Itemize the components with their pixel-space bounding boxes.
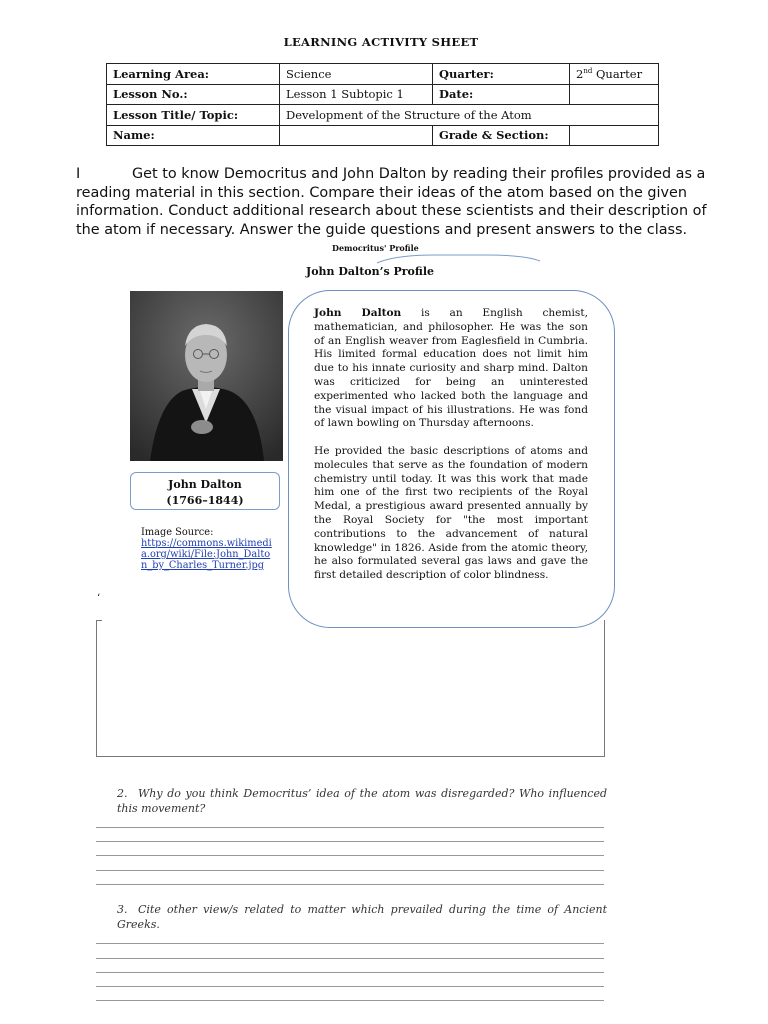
dalton-nameplate	[130, 472, 280, 510]
john-dalton-portrait	[130, 291, 283, 461]
stray-mark: ‘	[97, 593, 101, 604]
answer-line[interactable]	[96, 841, 604, 842]
quarter-value-num: 2	[576, 66, 584, 81]
learning-area-value: Science	[280, 64, 433, 85]
instructions-paragraph	[76, 165, 716, 239]
democritus-profile-border	[375, 254, 545, 264]
democritus-profile-label: Democritus' Profile	[332, 243, 419, 253]
answer-box-corner	[96, 620, 102, 621]
quarter-value	[570, 64, 659, 85]
dalton-profile-title: John Dalton’s Profile	[306, 265, 435, 278]
answer-line[interactable]	[96, 884, 604, 885]
dalton-years: (1766–1844)	[166, 493, 244, 507]
answer-line[interactable]	[96, 958, 604, 959]
name-field[interactable]	[280, 125, 433, 146]
question-3-text: Cite other view/s related to matter which prevailed during the time of Ancient Greeks.	[117, 903, 607, 931]
sheet-title: LEARNING ACTIVITY SHEET	[283, 35, 479, 49]
instruction-text: Get to know Democritus and John Dalton by reading their profiles provided as a reading material in this section. Compare their ideas of the atom based on the given information. Conduct additional research about these scientists and their description of the atom if necessary. Answer the guide questions and present answers to the class.	[76, 166, 707, 238]
answer-line[interactable]	[96, 855, 604, 856]
lesson-info-table	[106, 63, 659, 146]
name-label: Name:	[107, 125, 280, 146]
dalton-profile-box	[288, 290, 615, 628]
grade-section-field[interactable]	[570, 125, 659, 146]
lesson-no-label: Lesson No.:	[107, 84, 280, 105]
date-label: Date:	[433, 84, 570, 105]
grade-section-label: Grade & Section:	[433, 125, 570, 146]
answer-line[interactable]	[96, 943, 604, 944]
instruction-number: I	[76, 166, 81, 182]
dalton-para-1-text: is an English chemist, mathematician, and philosopher. He was the son of an English weaver from Eaglesfield in Cumbria. His limited formal education does not limit him due to his innate curiosity and sharp mind. Dalton was criticized for being an uninterested experimented who lacked both the language and the visual impact of his illustrations. He was fond of lawn bowling on Thursday afternoons.	[314, 307, 588, 430]
answer-line[interactable]	[96, 827, 604, 828]
lesson-title-label: Lesson Title/ Topic:	[107, 105, 280, 126]
question-3-number: 3.	[117, 903, 128, 916]
question-2	[117, 787, 607, 816]
image-source-label: Image Source:	[141, 527, 214, 538]
lesson-no-value: Lesson 1 Subtopic 1	[280, 84, 433, 105]
question-3	[117, 903, 607, 932]
dalton-para-1	[314, 307, 588, 431]
answer-box[interactable]	[96, 620, 605, 757]
question-2-number: 2.	[117, 787, 128, 800]
image-source-link[interactable]: https://commons.wikimedia.org/wiki/File:John_Dalton_by_Charles_Turner.jpg	[141, 538, 272, 571]
question-2-text: Why do you think Democritus’ idea of the atom was disregarded? Who influenced this movement?	[117, 787, 607, 815]
answer-line[interactable]	[96, 986, 604, 987]
answer-line[interactable]	[96, 972, 604, 973]
quarter-label: Quarter:	[433, 64, 570, 85]
quarter-value-word: Quarter	[592, 66, 643, 81]
dalton-para-1-lead: John Dalton	[314, 307, 402, 319]
date-field[interactable]	[570, 84, 659, 105]
learning-area-label: Learning Area:	[107, 64, 280, 85]
lesson-title-value: Development of the Structure of the Atom	[280, 105, 659, 126]
dalton-para-2: He provided the basic descriptions of atoms and molecules that serve as the foundation of modern chemistry until today. It was this work that made him one of the first two recipients of the Royal Medal, a prestigious award presented annually by the Royal Society for "the most important contributions to the advancement of natural knowledge" in 1826. Aside from the atomic theory, he also formulated several gas laws and gave the first detailed description of color blindness.	[314, 444, 588, 582]
answer-line[interactable]	[96, 1000, 604, 1001]
dalton-name: John Dalton	[168, 478, 242, 491]
answer-line[interactable]	[96, 870, 604, 871]
image-source	[141, 527, 276, 571]
quarter-value-sup: nd	[583, 66, 593, 75]
